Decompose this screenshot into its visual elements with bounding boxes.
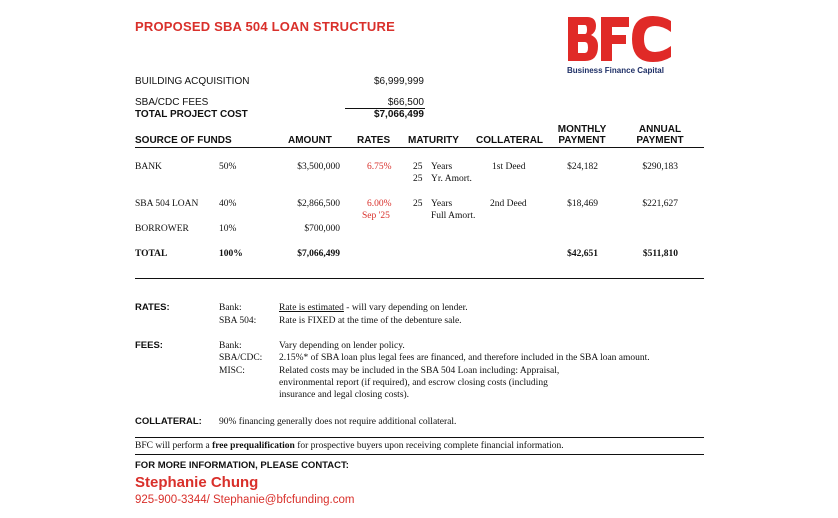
notes-fees-cdc-label: SBA/CDC: [219, 353, 263, 363]
notes-collateral-text: 90% financing generally does not require additional collateral. [219, 417, 457, 427]
row-total-annual: $511,810 [642, 249, 678, 259]
notes-fees-label: FEES: [135, 340, 163, 351]
row-sba-maturity-years-num: 25 [413, 199, 423, 209]
notes-rates-bank-text [279, 303, 468, 313]
table-bottom-rule [135, 278, 704, 279]
contact-heading: FOR MORE INFORMATION, PLEASE CONTACT: [135, 460, 349, 471]
row-borrower-pct: 10% [219, 224, 237, 234]
row-bank-monthly: $24,182 [567, 162, 598, 172]
header-amount: AMOUNT [288, 135, 332, 146]
notes-fees-misc-line1: Related costs may be included in the SBA 504 Loan including: Appraisal, [279, 366, 560, 376]
notes-fees-misc-line2: environmental report (if required), and escrow closing costs (including [279, 378, 548, 388]
page-title: PROPOSED SBA 504 LOAN STRUCTURE [135, 19, 395, 34]
row-borrower-name: BORROWER [135, 224, 189, 234]
prequal-post: for prospective buyers upon receiving complete financial information. [294, 441, 564, 451]
row-sba-rate-note: Sep '25 [362, 211, 390, 221]
notes-rates-label: RATES: [135, 302, 170, 313]
prequal-pre: BFC will perform a [135, 441, 213, 451]
contact-name: Stephanie Chung [135, 474, 259, 491]
row-sba-amort: Full Amort. [431, 211, 476, 221]
row-total-pct: 100% [219, 249, 243, 259]
prequal-bottom-rule [135, 454, 704, 455]
notes-collateral-label: COLLATERAL: [135, 416, 202, 427]
row-bank-maturity-years: Years [431, 162, 453, 172]
row-borrower-amount: $700,000 [304, 224, 340, 234]
notes-fees-bank-text: Vary depending on lender policy. [279, 341, 405, 351]
notes-rates-bank-rest: - will vary depending on lender. [343, 303, 468, 313]
notes-rates-sba-label: SBA 504: [219, 316, 257, 326]
row-bank-annual: $290,183 [642, 162, 678, 172]
row-sba-name: SBA 504 LOAN [135, 199, 199, 209]
row-bank-amort-num: 25 [413, 174, 423, 184]
header-monthly-line2: PAYMENT [558, 135, 606, 146]
notes-rates-sba-text: Rate is FIXED at the time of the debenture sale. [279, 316, 462, 326]
row-bank-name: BANK [135, 162, 162, 172]
header-rule [135, 147, 704, 148]
row-bank-rate: 6.75% [367, 162, 392, 172]
contact-phone-email[interactable]: 925-900-3344/ Stephanie@bfcfunding.com [135, 494, 355, 506]
row-total-name: TOTAL [135, 249, 168, 259]
building-acquisition-value: $6,999,999 [373, 76, 424, 87]
row-sba-maturity-years: Years [431, 199, 453, 209]
row-bank-amort: Yr. Amort. [431, 174, 472, 184]
prequal-line [135, 441, 564, 451]
notes-fees-bank-label: Bank: [219, 341, 242, 351]
sba-cdc-fees-label: SBA/CDC FEES [135, 97, 209, 108]
notes-rates-bank-label: Bank: [219, 303, 242, 313]
row-total-monthly: $42,651 [567, 249, 598, 259]
header-maturity: MATURITY [408, 135, 459, 146]
bfc-logo-mark [563, 15, 677, 65]
row-sba-rate: 6.00% [367, 199, 392, 209]
sba-cdc-fees-value: $66,500 [387, 97, 424, 108]
row-bank-collateral: 1st Deed [492, 162, 526, 172]
row-sba-collateral: 2nd Deed [490, 199, 527, 209]
header-annual-line2: PAYMENT [636, 135, 684, 146]
header-annual-line1: ANNUAL [638, 124, 682, 135]
header-source-of-funds: SOURCE OF FUNDS [135, 135, 232, 146]
row-bank-pct: 50% [219, 162, 237, 172]
row-sba-monthly: $18,469 [567, 199, 598, 209]
logo-tagline: Business Finance Capital [567, 66, 664, 75]
row-bank-maturity-years-num: 25 [413, 162, 423, 172]
prequal-bold: free prequalification [212, 441, 295, 451]
building-acquisition-label: BUILDING ACQUISITION [135, 76, 250, 87]
total-project-cost-label: TOTAL PROJECT COST [135, 109, 248, 120]
row-total-amount: $7,066,499 [297, 249, 340, 259]
row-bank-amount: $3,500,000 [297, 162, 340, 172]
notes-rates-bank-underlined: Rate is estimated [279, 303, 344, 313]
prequal-top-rule [135, 437, 704, 438]
notes-fees-cdc-text: 2.15%* of SBA loan plus legal fees are financed, and therefore included in the SBA loan amount. [279, 353, 650, 363]
header-monthly-line1: MONTHLY [557, 124, 607, 135]
header-rates: RATES [357, 135, 391, 146]
bfc-logo [563, 15, 677, 77]
header-collateral: COLLATERAL [476, 135, 544, 146]
notes-fees-misc-label: MISC: [219, 366, 245, 376]
row-sba-amount: $2,866,500 [297, 199, 340, 209]
row-sba-pct: 40% [219, 199, 237, 209]
row-sba-annual: $221,627 [642, 199, 678, 209]
notes-fees-misc-line3: insurance and legal closing costs). [279, 390, 410, 400]
total-project-cost-value: $7,066,499 [373, 109, 424, 120]
